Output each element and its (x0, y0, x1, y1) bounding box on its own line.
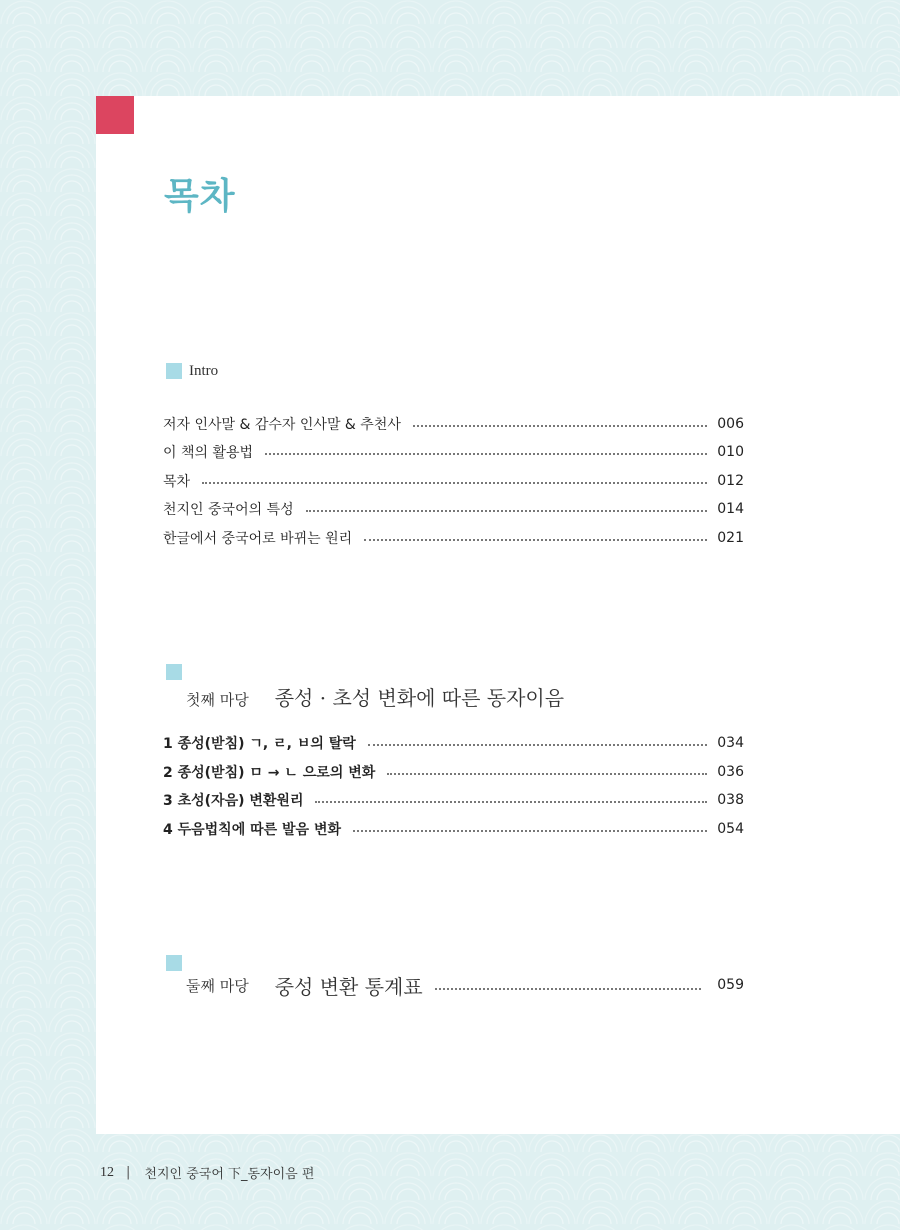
toc-entry-page: 014 (717, 501, 744, 517)
toc-entry-page: 010 (717, 444, 744, 460)
toc-entry[interactable] (163, 733, 744, 753)
toc-entry-label: 저자 인사말 & 감수자 인사말 & 추천사 (163, 417, 401, 433)
toc-entry-page: 034 (717, 735, 744, 751)
toc-entry[interactable] (163, 819, 744, 839)
section1-square-marker (166, 664, 182, 680)
toc-entry[interactable] (163, 528, 744, 548)
dot-leader (387, 773, 707, 775)
toc-entry[interactable] (163, 762, 744, 782)
section2-square-marker (166, 955, 182, 971)
section2-entry[interactable] (186, 972, 744, 998)
footer-book-title: 천지인 중국어 下_동자이음 편 (144, 1167, 315, 1182)
toc-entry-label: 한글에서 중국어로 바뀌는 원리 (163, 531, 353, 547)
dot-leader (435, 988, 702, 990)
dot-leader (364, 539, 707, 541)
page-title: 목차 (164, 176, 236, 217)
section2-page: 059 (717, 977, 744, 993)
dot-leader (368, 744, 707, 746)
toc-entry-label: 4 두음법칙에 따른 발음 변화 (163, 822, 342, 838)
intro-square-marker (166, 363, 182, 379)
toc-entry-label: 이 책의 활용법 (163, 445, 254, 461)
toc-entry-label: 1 종성(받침) ㄱ, ㄹ, ㅂ의 탈락 (163, 736, 356, 752)
footer-separator: | (126, 1165, 131, 1180)
section1-heading (186, 682, 564, 711)
toc-entry-page: 036 (717, 764, 744, 780)
toc-entry[interactable] (163, 471, 744, 491)
section1-title: 종성 · 초성 변화에 따른 동자이음 (274, 686, 565, 710)
section1-number: 첫째 마당 (186, 691, 249, 709)
toc-entry-label: 목차 (163, 474, 191, 490)
corner-accent (96, 96, 134, 134)
dot-leader (202, 482, 707, 484)
toc-entry-page: 038 (717, 792, 744, 808)
toc-entry[interactable] (163, 499, 744, 519)
toc-entry-label: 3 초성(자음) 변환원리 (163, 793, 304, 809)
section2-title: 중성 변환 통계표 (274, 974, 423, 999)
dot-leader (265, 453, 707, 455)
toc-entry[interactable] (163, 790, 744, 810)
dot-leader (315, 801, 707, 803)
intro-label: Intro (189, 363, 219, 379)
toc-entry[interactable] (163, 414, 744, 434)
page-footer (100, 1163, 314, 1182)
dot-leader (353, 830, 707, 832)
toc-entry[interactable] (163, 442, 744, 462)
dot-leader (306, 510, 708, 512)
toc-entry-page: 006 (717, 416, 744, 432)
toc-entry-label: 천지인 중국어의 특성 (163, 502, 294, 518)
toc-entry-page: 021 (717, 530, 744, 546)
footer-page-number: 12 (100, 1164, 114, 1180)
section2-number: 둘째 마당 (186, 976, 249, 995)
toc-entry-page: 054 (717, 821, 744, 837)
dot-leader (413, 425, 707, 427)
toc-entry-label: 2 종성(받침) ㅁ → ㄴ 으로의 변화 (163, 765, 376, 781)
toc-entry-page: 012 (717, 473, 744, 489)
